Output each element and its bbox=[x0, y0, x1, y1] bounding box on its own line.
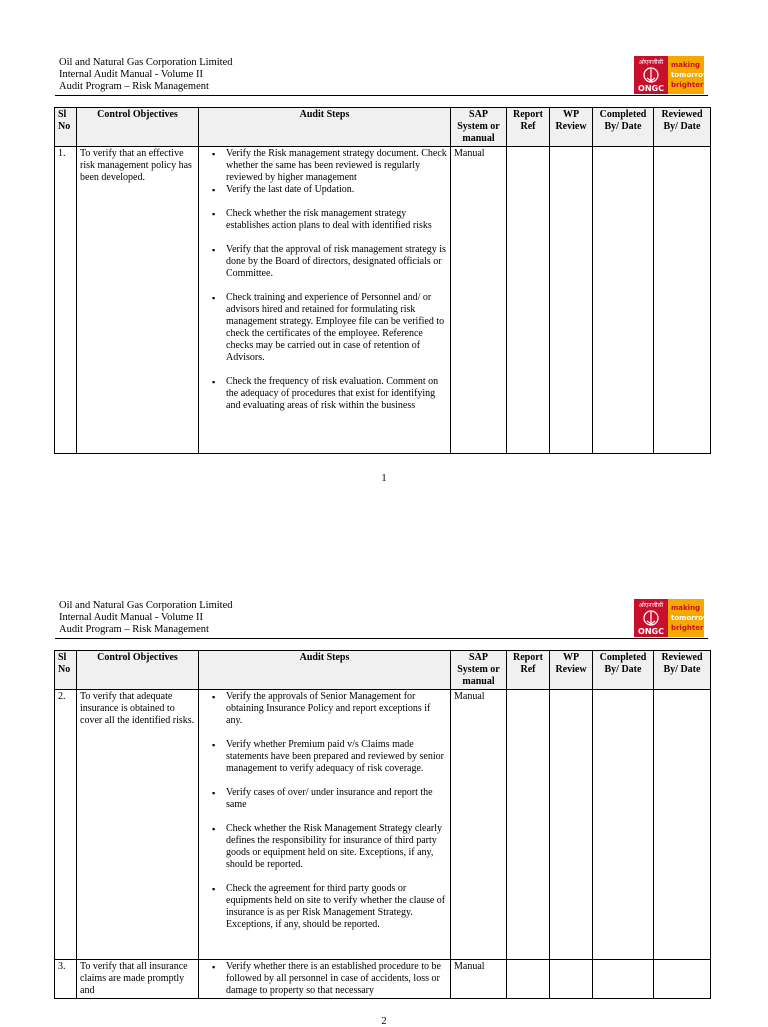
audit-steps-cell bbox=[199, 690, 451, 960]
program-title: Audit Program – Risk Management bbox=[59, 624, 209, 635]
company-name: Oil and Natural Gas Corporation Limited bbox=[59, 57, 233, 68]
completed-by-cell bbox=[593, 960, 654, 999]
col-wp-review: WP Review bbox=[550, 651, 593, 690]
wp-review-cell bbox=[550, 690, 593, 960]
sap-value: Manual bbox=[451, 690, 507, 960]
col-audit-steps: Audit Steps bbox=[199, 651, 451, 690]
wp-review-cell bbox=[550, 147, 593, 454]
col-sap-system: SAP System or manual bbox=[451, 108, 507, 147]
manual-title: Internal Audit Manual - Volume II bbox=[59, 69, 203, 80]
audit-steps-cell bbox=[199, 147, 451, 454]
control-objective: To verify that all insurance claims are made promptly and bbox=[77, 960, 199, 999]
program-title: Audit Program – Risk Management bbox=[59, 81, 209, 92]
table-row bbox=[55, 690, 711, 960]
table-row bbox=[55, 147, 711, 454]
audit-step: ▪ Verify the approvals of Senior Management for obtaining Insurance Policy and report exceptions if any. bbox=[212, 691, 447, 727]
audit-step: ▪ Verify the Risk management strategy document. Check whether the same has been reviewed is regularly reviewed by higher management bbox=[212, 148, 447, 184]
page-header bbox=[59, 57, 233, 93]
audit-steps-cell bbox=[199, 960, 451, 999]
col-sl-no: Sl No bbox=[55, 651, 77, 690]
sl-number: 3. bbox=[55, 960, 77, 999]
report-ref-cell bbox=[507, 147, 550, 454]
audit-step: ▪ Verify the last date of Updation. bbox=[212, 184, 447, 196]
col-sl-no: Sl No bbox=[55, 108, 77, 147]
sl-number: 2. bbox=[55, 690, 77, 960]
company-name: Oil and Natural Gas Corporation Limited bbox=[59, 600, 233, 611]
header-divider bbox=[55, 95, 708, 96]
ongc-logo bbox=[634, 599, 710, 637]
table-header-row bbox=[55, 651, 711, 690]
sap-value: Manual bbox=[451, 147, 507, 454]
control-objective: To verify that adequate insurance is obtained to cover all the identified risks. bbox=[77, 690, 199, 960]
wp-review-cell bbox=[550, 960, 593, 999]
reviewed-by-cell bbox=[654, 690, 711, 960]
logo-tagline-1: making bbox=[671, 61, 701, 69]
page-number: 1 bbox=[381, 473, 387, 484]
reviewed-by-cell bbox=[654, 960, 711, 999]
completed-by-cell bbox=[593, 147, 654, 454]
sap-value: Manual bbox=[451, 960, 507, 999]
manual-title: Internal Audit Manual - Volume II bbox=[59, 612, 203, 623]
col-completed-by: Completed By/ Date bbox=[593, 108, 654, 147]
logo-brand-text: ONGC bbox=[638, 84, 664, 93]
report-ref-cell bbox=[507, 690, 550, 960]
audit-step: ▪ Verify whether Premium paid v/s Claims made statements have been prepared and reviewed by senior management to verify adequacy of risk coverage. bbox=[212, 739, 447, 775]
audit-table bbox=[54, 107, 711, 454]
audit-step: ▪ Verify whether there is an established procedure to be followed by all personnel in case of accidents, loss or damage to property so that necessary bbox=[212, 961, 447, 997]
col-control-objectives: Control Objectives bbox=[77, 108, 199, 147]
col-sap-system: SAP System or manual bbox=[451, 651, 507, 690]
audit-table bbox=[54, 650, 711, 999]
col-completed-by: Completed By/ Date bbox=[593, 651, 654, 690]
table-header-row bbox=[55, 108, 711, 147]
col-reviewed-by: Reviewed By/ Date bbox=[654, 108, 711, 147]
report-ref-cell bbox=[507, 960, 550, 999]
col-report-ref: Report Ref bbox=[507, 651, 550, 690]
col-report-ref: Report Ref bbox=[507, 108, 550, 147]
audit-step: ▪ Verify cases of over/ under insurance and report the same bbox=[212, 787, 447, 811]
logo-brand-text: ONGC bbox=[638, 627, 664, 636]
logo-tagline-2: tomorrow bbox=[671, 614, 710, 622]
table-row bbox=[55, 960, 711, 999]
logo-hindi-text: ओएनजीसी bbox=[638, 602, 664, 609]
logo-tagline-1: making bbox=[671, 604, 701, 612]
page-number: 2 bbox=[381, 1016, 387, 1027]
col-reviewed-by: Reviewed By/ Date bbox=[654, 651, 711, 690]
completed-by-cell bbox=[593, 690, 654, 960]
reviewed-by-cell bbox=[654, 147, 711, 454]
control-objective: To verify that an effective risk management policy has been developed. bbox=[77, 147, 199, 454]
audit-step: ▪ Check training and experience of Personnel and/ or advisors hired and retained for formulating risk management strategy. Employee file can be verified to check the certificates of the employee. Reference checks may be carried out in case of retention of Advisors. bbox=[212, 292, 447, 364]
header-divider bbox=[55, 638, 708, 639]
logo-hindi-text: ओएनजीसी bbox=[638, 59, 664, 66]
logo-tagline-2: tomorrow bbox=[671, 71, 710, 79]
col-audit-steps: Audit Steps bbox=[199, 108, 451, 147]
audit-step: ▪ Check the frequency of risk evaluation. Comment on the adequacy of procedures that exist for identifying and evaluating areas of risk within the business bbox=[212, 376, 447, 412]
ongc-logo bbox=[634, 56, 710, 94]
logo-tagline-3: brighter bbox=[671, 624, 704, 632]
col-control-objectives: Control Objectives bbox=[77, 651, 199, 690]
audit-step: ▪ Verify that the approval of risk management strategy is done by the Board of directors, designated officials or Committee. bbox=[212, 244, 447, 280]
audit-step: ▪ Check whether the Risk Management Strategy clearly defines the responsibility for insurance of third party goods or equipment held on site. Exceptions, if any, should be reported. bbox=[212, 823, 447, 871]
logo-tagline-3: brighter bbox=[671, 81, 704, 89]
audit-step: ▪ Check the agreement for third party goods or equipments held on site to verify whether the clause of insurance is as per Risk Management Strategy. Exceptions, if any, should be reported. bbox=[212, 883, 447, 931]
audit-step: ▪ Check whether the risk management strategy establishes action plans to deal with identified risks bbox=[212, 208, 447, 232]
sl-number: 1. bbox=[55, 147, 77, 454]
col-wp-review: WP Review bbox=[550, 108, 593, 147]
page-header bbox=[59, 600, 233, 636]
